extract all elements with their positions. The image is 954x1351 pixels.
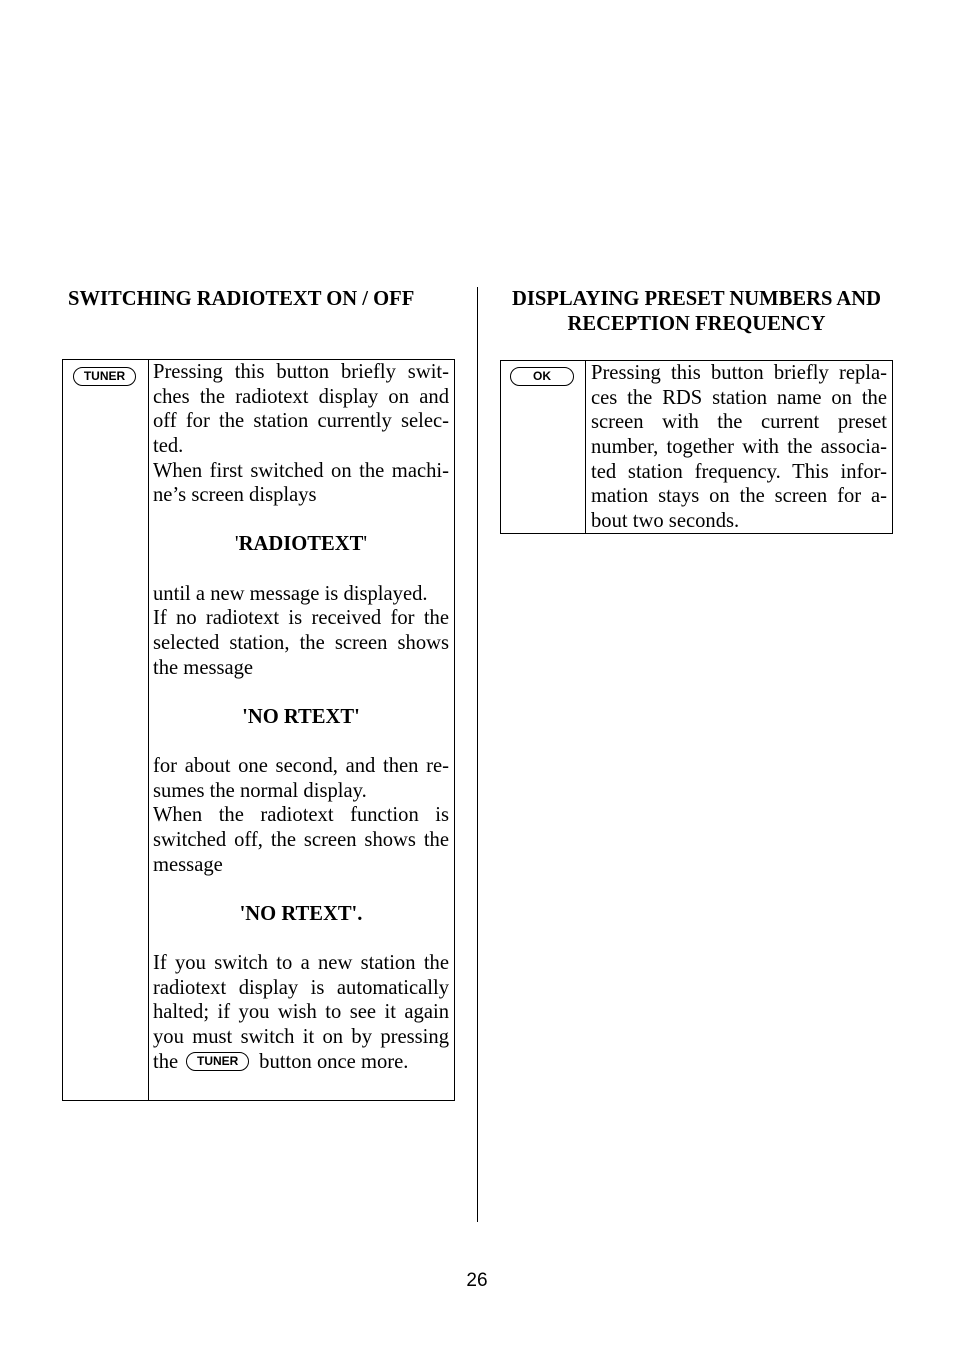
text-line: When the radiotext function is bbox=[153, 804, 449, 827]
text-line: sumes the normal display. bbox=[153, 779, 367, 802]
section-heading-radiotext: SWITCHING RADIOTEXT ON / OFF bbox=[68, 288, 415, 310]
preset-instruction-box bbox=[500, 360, 893, 534]
button-icon-cell bbox=[63, 360, 149, 1100]
text-line: If no radiotext is received for the bbox=[153, 607, 449, 630]
text-line: ces the RDS station name on the bbox=[591, 386, 887, 409]
text-line: ted station frequency. This infor- bbox=[591, 460, 887, 483]
text-line: ches the radiotext display on and bbox=[153, 385, 449, 408]
text-line: Pressing this button briefly repla- bbox=[591, 362, 887, 384]
text-line: ne’s screen displays bbox=[153, 484, 317, 507]
display-message-radiotext bbox=[153, 532, 449, 557]
heading-line: RECEPTION FREQUENCY bbox=[567, 312, 826, 335]
text-line: halted; if you wish to see it again bbox=[153, 1001, 449, 1024]
text-line: mation stays on the screen for a- bbox=[591, 485, 887, 508]
blank-line bbox=[153, 508, 449, 533]
display-message-no-rtext: 'NO RTEXT' bbox=[242, 705, 360, 728]
text-line: Pressing this button briefly swit- bbox=[153, 361, 449, 383]
tuner-button-icon: TUNER bbox=[186, 1052, 249, 1071]
instruction-text-cell bbox=[149, 360, 454, 1100]
button-icon-cell bbox=[501, 361, 586, 533]
blank-line bbox=[153, 729, 449, 754]
quote-mark: ' bbox=[363, 533, 368, 556]
blank-line bbox=[153, 557, 449, 582]
page-number: 26 bbox=[466, 1270, 488, 1291]
display-message-no-rtext-off: 'NO RTEXT'. bbox=[239, 902, 363, 925]
text-line: for about one second, and then re- bbox=[153, 755, 449, 777]
column-divider bbox=[477, 287, 478, 1222]
blank-line bbox=[153, 926, 449, 951]
text-line: the message bbox=[153, 656, 254, 679]
quote-mark: ' bbox=[234, 533, 239, 556]
ok-button-icon: OK bbox=[510, 367, 574, 386]
text-line: off for the station currently selec- bbox=[153, 410, 449, 433]
blank-line bbox=[153, 680, 449, 705]
text-line: bout two seconds. bbox=[591, 509, 740, 532]
heading-line: DISPLAYING PRESET NUMBERS AND bbox=[511, 288, 882, 310]
text-line: switched off, the screen shows the bbox=[153, 828, 449, 851]
text-line: When first switched on the machi- bbox=[153, 459, 449, 482]
text-fragment: the bbox=[153, 1050, 179, 1073]
text-line-with-button bbox=[153, 1050, 449, 1075]
text-line: message bbox=[153, 853, 223, 876]
tuner-button-icon: TUNER bbox=[73, 367, 136, 386]
section-heading-preset-frequency bbox=[500, 287, 893, 336]
text-line: until a new message is displayed. bbox=[153, 582, 428, 605]
text-line: you must switch it on by pressing bbox=[153, 1025, 449, 1048]
display-message-text: RADIOTEXT bbox=[238, 533, 364, 556]
instruction-text-cell bbox=[586, 361, 892, 533]
text-line: selected station, the screen shows bbox=[153, 631, 449, 654]
text-fragment: button once more. bbox=[259, 1050, 409, 1073]
text-line: radiotext display is automatically bbox=[153, 976, 449, 999]
radiotext-instruction-box bbox=[62, 359, 455, 1101]
blank-line bbox=[153, 877, 449, 902]
text-line: ted. bbox=[153, 434, 184, 457]
text-line: screen with the current preset bbox=[591, 411, 887, 434]
text-line: number, together with the associa- bbox=[591, 435, 887, 458]
text-line: If you switch to a new station the bbox=[153, 952, 449, 974]
